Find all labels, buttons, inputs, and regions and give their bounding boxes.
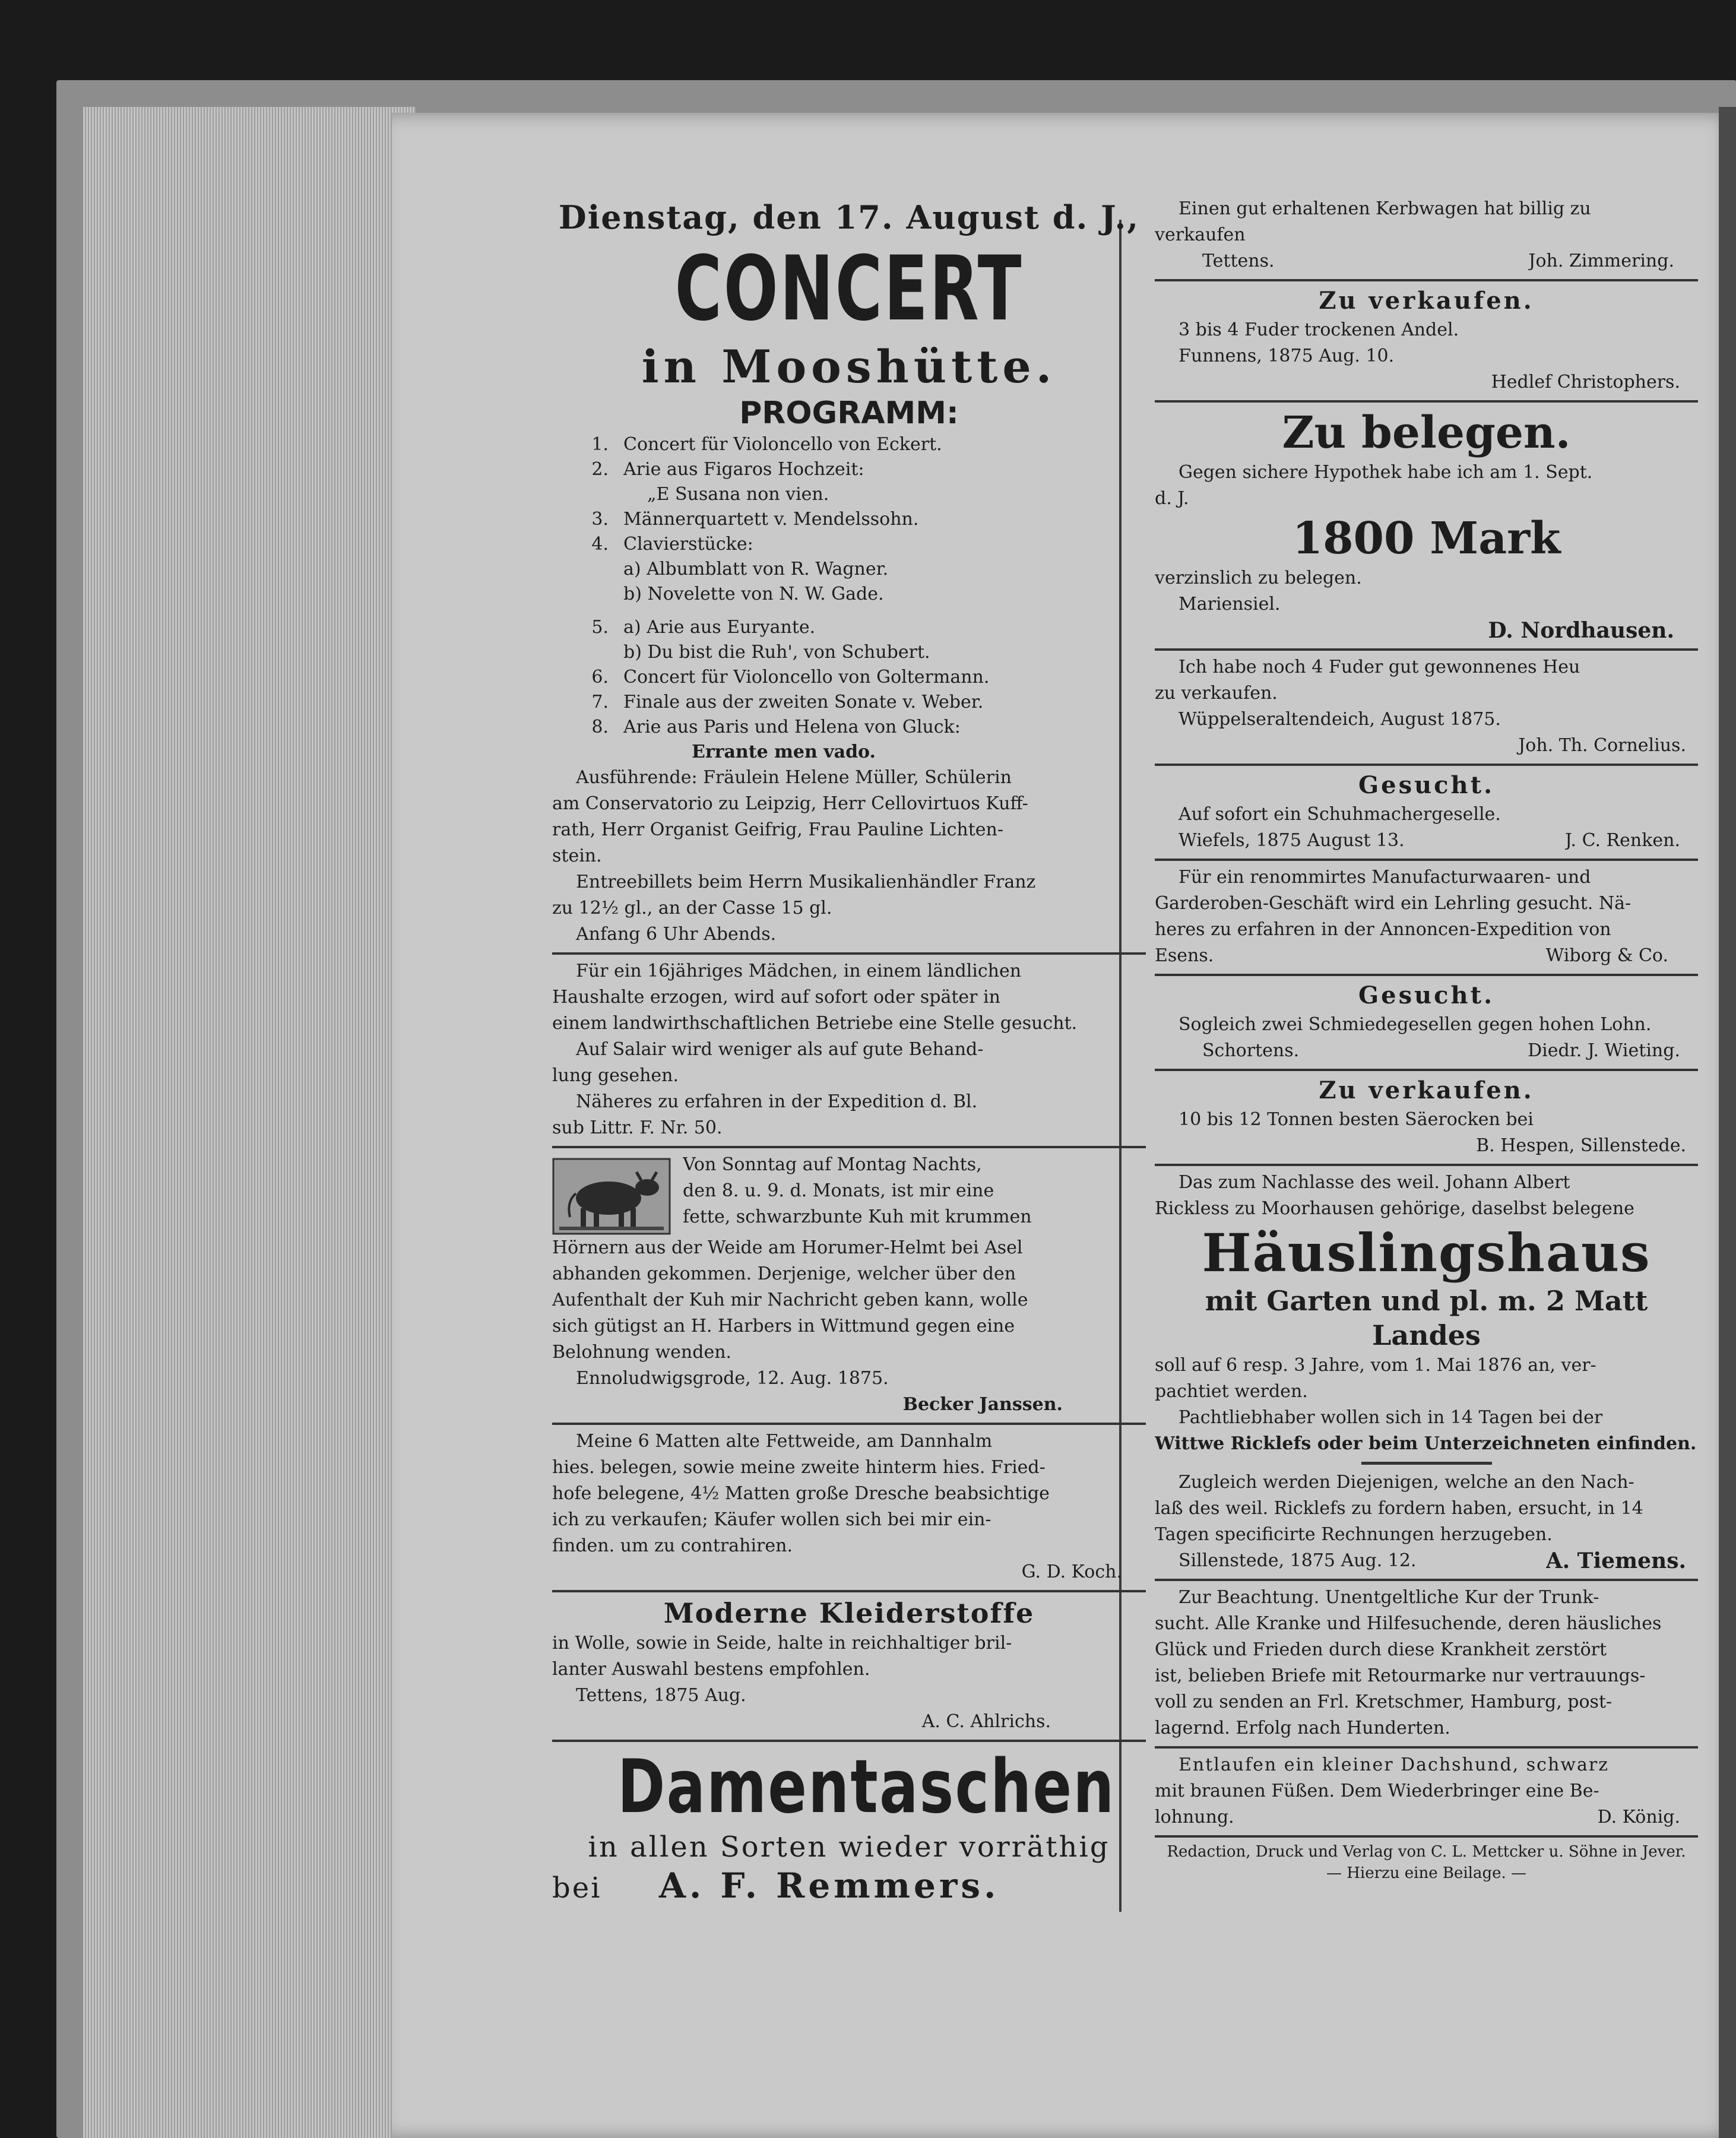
short-divider xyxy=(1361,1462,1492,1465)
kerbwagen-ad xyxy=(1155,196,1698,274)
ad-place: Esens. xyxy=(1155,945,1214,966)
text-line: mit braunen Füßen. Dem Wiederbringer eine Be- xyxy=(1155,1781,1599,1801)
imprint-line: Redaction, Druck und Verlag von C. L. Mettcker u. Söhne in Jever. xyxy=(1167,1843,1686,1861)
text-line: Gegen sichere Hypothek habe ich am 1. Sept. xyxy=(1179,462,1593,483)
divider xyxy=(1155,974,1698,976)
text-line: Auf Salair wird weniger als auf gute Behand- xyxy=(576,1039,984,1060)
program-list xyxy=(552,432,1146,765)
ad-title: Damentaschen xyxy=(617,1744,1116,1830)
divider xyxy=(552,1423,1146,1425)
program-item: 4. Clavierstücke: xyxy=(591,534,753,555)
ad-place: Funnens, 1875 Aug. 10. xyxy=(1179,346,1395,366)
text-line: Entreebillets beim Herrn Musikalienhändler Franz xyxy=(576,872,1036,892)
ad-title: Zu belegen. xyxy=(1282,407,1571,458)
program-item: 3. Männerquartett v. Mendelssohn. xyxy=(591,509,919,530)
text-line: in allen Sorten wieder vorräthig xyxy=(588,1830,1110,1864)
program-item: 1. Concert für Violoncello von Eckert. xyxy=(591,434,942,455)
ad-place: Tettens. xyxy=(1202,251,1275,271)
text-line: Aufenthalt der Kuh mir Nachricht geben kann, wolle xyxy=(552,1290,1028,1310)
concert-title: CONCERT xyxy=(674,237,1024,341)
heu-ad xyxy=(1155,654,1698,759)
damentaschen-ad xyxy=(552,1746,1146,1906)
text-line: Tagen specificirte Rechnungen herzugeben. xyxy=(1155,1524,1553,1545)
ad-signature: J. C. Renken. xyxy=(1564,830,1680,851)
text-line: verzinslich zu belegen. xyxy=(1155,568,1362,588)
text-line: soll auf 6 resp. 3 Jahre, vom 1. Mai 1876 an, ver- xyxy=(1155,1355,1596,1376)
ad-signature: B. Hespen, Sillenstede. xyxy=(1476,1135,1686,1156)
ad-place: Wiefels, 1875 August 13. xyxy=(1179,830,1405,851)
kuh-ad xyxy=(552,1152,1146,1418)
text-line: Meine 6 Matten alte Fettweide, am Dannhalm xyxy=(576,1431,993,1452)
text-line: Ich habe noch 4 Fuder gut gewonnenes Heu xyxy=(1179,657,1580,677)
ad-title: Zu verkaufen. xyxy=(1319,1076,1534,1104)
program-item: b) Novelette von N. W. Gade. xyxy=(623,584,884,604)
program-item: 2. Arie aus Figaros Hochzeit: xyxy=(591,459,864,480)
ad-signature: Joh. Th. Cornelius. xyxy=(1518,735,1686,756)
text-line: lanter Auswahl bestens empfohlen. xyxy=(552,1659,870,1680)
program-item: „E Susana non vien. xyxy=(647,484,829,505)
text-line: Für ein renommirtes Manufacturwaaren- und xyxy=(1179,867,1591,888)
kleider-ad xyxy=(552,1596,1146,1735)
program-item: 5. a) Arie aus Euryante. xyxy=(591,617,816,638)
program-item: a) Albumblatt von R. Wagner. xyxy=(623,559,889,579)
ad-subtitle: mit Garten und pl. m. 2 Matt xyxy=(1205,1285,1648,1317)
divider xyxy=(1155,279,1698,281)
text-line: lung gesehen. xyxy=(552,1065,679,1086)
program-item: Errante men vado. xyxy=(692,742,876,762)
maedchen-ad xyxy=(552,958,1146,1141)
text-line: Einen gut erhaltenen Kerbwagen hat billig zu xyxy=(1179,198,1591,219)
text-line: Zur Beachtung. Unentgeltliche Kur der Trunk- xyxy=(1179,1587,1599,1608)
ad-place: Wüppelseraltendeich, August 1875. xyxy=(1179,709,1501,730)
ad-signature: D. König. xyxy=(1597,1807,1680,1827)
ad-signature: Becker Janssen. xyxy=(902,1394,1063,1415)
ad-signature: Hedlef Christophers. xyxy=(1491,372,1680,392)
divider xyxy=(552,952,1146,955)
ad-place: Ennoludwigsgrode, 12. Aug. 1875. xyxy=(576,1368,889,1389)
program-item: 8. Arie aus Paris und Helena von Gluck: xyxy=(591,717,961,737)
divider xyxy=(1155,400,1698,403)
text-line: Auf sofort ein Schuhmachergeselle. xyxy=(1179,804,1501,825)
text-line: Näheres zu erfahren in der Expedition d. Bl. xyxy=(576,1091,978,1112)
divider xyxy=(1155,1069,1698,1071)
text-line: den 8. u. 9. d. Monats, ist mir eine xyxy=(683,1180,994,1201)
text-line: pachtiet werden. xyxy=(1155,1381,1308,1402)
text-line: zu 12½ gl., an der Casse 15 gl. xyxy=(552,898,832,918)
ad-signature: A. Tiemens. xyxy=(1545,1548,1686,1573)
ad-title: Gesucht. xyxy=(1358,981,1495,1009)
trunksucht-ad xyxy=(1155,1585,1698,1741)
page-gutter xyxy=(1719,107,1736,2138)
ad-place: Sillenstede, 1875 Aug. 12. xyxy=(1179,1550,1417,1571)
text-line: Pachtliebhaber wollen sich in 14 Tagen bei der xyxy=(1179,1407,1603,1428)
divider xyxy=(1155,1164,1698,1166)
divider xyxy=(552,1740,1146,1742)
divider xyxy=(1155,1835,1698,1838)
text-line: Sogleich zwei Schmiedegesellen gegen hohen Lohn. xyxy=(1179,1014,1652,1035)
text-line: laß des weil. Ricklefs zu fordern haben, ersucht, in 14 xyxy=(1155,1498,1643,1519)
text-line: hofe belegene, 4½ Matten große Dresche beabsichtige xyxy=(552,1483,1050,1504)
schmiede-ad xyxy=(1155,980,1698,1064)
haeuslingshaus-ad xyxy=(1155,1170,1698,1574)
text-line: einem landwirthschaftlichen Betriebe eine Stelle gesucht. xyxy=(552,1013,1078,1034)
ad-subtitle: Landes xyxy=(1372,1319,1481,1351)
text-line: Das zum Nachlasse des weil. Johann Albert xyxy=(1179,1172,1570,1193)
text-line: Garderoben-Geschäft wird ein Lehrling gesucht. Nä- xyxy=(1155,893,1632,914)
concert-date: Dienstag, den 17. August d. J., xyxy=(558,198,1140,236)
imprint-line: — Hierzu eine Beilage. — xyxy=(1326,1864,1527,1882)
divider xyxy=(1155,1746,1698,1749)
text-line: hies. belegen, sowie meine zweite hinterm hies. Fried- xyxy=(552,1457,1046,1478)
dachshund-ad xyxy=(1155,1752,1698,1830)
text-line: Wittwe Ricklefs oder beim Unterzeichneten einfinden. xyxy=(1155,1433,1697,1454)
text-line: in Wolle, sowie in Seide, halte in reichhaltiger bril- xyxy=(552,1633,1012,1654)
program-item: 6. Concert für Violoncello von Goltermann. xyxy=(591,667,990,688)
ad-place: Schortens. xyxy=(1202,1040,1300,1061)
ad-amount: 1800 Mark xyxy=(1292,513,1561,564)
text-line: ich zu verkaufen; Käufer wollen sich bei mir ein- xyxy=(552,1509,991,1530)
text-line: Ausführende: Fräulein Helene Müller, Schülerin xyxy=(576,767,1012,788)
text-line: ist, belieben Briefe mit Retourmarke nur vertrauungs- xyxy=(1155,1665,1646,1686)
text-line: Entlaufen ein kleiner Dachshund, schwarz xyxy=(1179,1754,1609,1775)
text-line: d. J. xyxy=(1155,488,1189,509)
imprint xyxy=(1155,1841,1698,1884)
divider xyxy=(1155,859,1698,861)
cow-icon xyxy=(552,1158,671,1235)
ad-signature: Diedr. J. Wieting. xyxy=(1528,1040,1680,1061)
text-line: voll zu senden an Frl. Kretschmer, Hamburg, post- xyxy=(1155,1692,1613,1712)
text-line: Belohnung wenden. xyxy=(552,1342,732,1363)
divider xyxy=(1155,1579,1698,1581)
text-line: lohnung. xyxy=(1155,1807,1234,1827)
schuh-ad xyxy=(1155,769,1698,854)
text-line: heres zu erfahren in der Annoncen-Expedition von xyxy=(1155,919,1611,940)
program-title: PROGRAMM: xyxy=(739,395,959,431)
text-line: Zugleich werden Diejenigen, welche an den Nach- xyxy=(1179,1472,1634,1493)
ad-signature: D. Nordhausen. xyxy=(1488,618,1674,643)
concert-place: in Mooshütte. xyxy=(641,340,1057,393)
page-edges xyxy=(83,107,416,2138)
ad-signature: G. D. Koch. xyxy=(1021,1561,1122,1582)
divider xyxy=(1155,764,1698,766)
concert-ad xyxy=(552,196,1146,948)
text-line: Rickless zu Moorhausen gehörige, daselbst belegene xyxy=(1155,1198,1634,1219)
text-line: Haushalte erzogen, wird auf sofort oder später in xyxy=(552,987,1000,1008)
text-line: finden. um zu contrahiren. xyxy=(552,1535,793,1556)
divider xyxy=(552,1146,1146,1148)
text-line: bei xyxy=(552,1871,602,1905)
text-line: sich gütigst an H. Harbers in Wittmund gegen eine xyxy=(552,1316,1015,1336)
ad-signature: A. C. Ahlrichs. xyxy=(921,1711,1051,1732)
text-line: zu verkaufen. xyxy=(1155,683,1278,704)
ad-title: Zu verkaufen. xyxy=(1319,287,1534,315)
text-line: Von Sonntag auf Montag Nachts, xyxy=(683,1154,982,1175)
matten-ad xyxy=(552,1428,1146,1585)
saeroggen-ad xyxy=(1155,1075,1698,1159)
ad-signature: Wiborg & Co. xyxy=(1545,945,1668,966)
left-column xyxy=(552,196,1146,1906)
text-line: verkaufen xyxy=(1155,224,1246,245)
text-line: rath, Herr Organist Geifrig, Frau Pauline Lichten- xyxy=(552,819,1004,840)
ad-title: Moderne Kleiderstoffe xyxy=(663,1597,1035,1629)
text-line: sucht. Alle Kranke und Hilfesuchende, deren häusliches xyxy=(1155,1613,1662,1634)
ad-place: Mariensiel. xyxy=(1179,594,1281,615)
text-line: 3 bis 4 Fuder trockenen Andel. xyxy=(1179,319,1459,340)
andel-ad xyxy=(1155,285,1698,395)
text-line: stein. xyxy=(552,845,602,866)
text-line: sub Littr. F. Nr. 50. xyxy=(552,1117,723,1138)
right-column xyxy=(1155,196,1698,1884)
divider xyxy=(552,1590,1146,1592)
program-item: 7. Finale aus der zweiten Sonate v. Weber. xyxy=(591,692,984,712)
text-line: Glück und Frieden durch diese Krankheit zerstört xyxy=(1155,1639,1607,1660)
lehrling-ad xyxy=(1155,864,1698,969)
belegen-ad xyxy=(1155,406,1698,644)
ad-title: Häuslingshaus xyxy=(1202,1222,1651,1284)
text-line: Für ein 16jähriges Mädchen, in einem ländlichen xyxy=(576,961,1022,981)
ad-place: Tettens, 1875 Aug. xyxy=(576,1685,746,1706)
text-line: fette, schwarzbunte Kuh mit krummen xyxy=(683,1206,1032,1227)
ad-title: Gesucht. xyxy=(1358,771,1495,799)
text-line: Hörnern aus der Weide am Horumer-Helmt bei Asel xyxy=(552,1237,1023,1258)
ad-signature: Joh. Zimmering. xyxy=(1528,251,1674,271)
text-line: am Conservatorio zu Leipzig, Herr Cellovirtuos Kuff- xyxy=(552,793,1028,814)
text-line: lagernd. Erfolg nach Hunderten. xyxy=(1155,1718,1450,1738)
ad-signature: A. F. Remmers. xyxy=(659,1865,1000,1906)
text-line: 10 bis 12 Tonnen besten Säerocken bei xyxy=(1179,1109,1534,1130)
text-line: abhanden gekommen. Derjenige, welcher über den xyxy=(552,1263,1016,1284)
divider xyxy=(1155,648,1698,651)
program-item: b) Du bist die Ruh', von Schubert. xyxy=(623,642,930,663)
text-line: Anfang 6 Uhr Abends. xyxy=(576,924,777,945)
